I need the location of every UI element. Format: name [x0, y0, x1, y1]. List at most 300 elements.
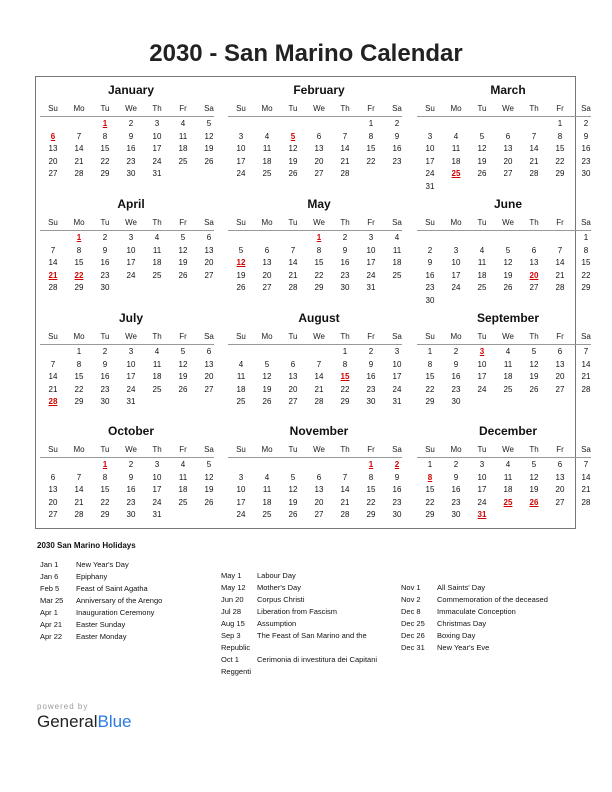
- month-name: February: [293, 83, 345, 97]
- weekday-label: Mo: [261, 218, 273, 227]
- holiday-name: Easter Monday: [76, 632, 127, 641]
- day-cell: 3: [154, 460, 160, 469]
- empty-cell: [254, 346, 280, 359]
- holiday-entry: [221, 606, 396, 618]
- weekday-label: Su: [425, 218, 435, 227]
- day-cell: 13: [204, 359, 214, 369]
- weekday-label: Mo: [261, 445, 273, 454]
- day-cell: 22: [581, 270, 591, 280]
- day-cell: 9: [342, 245, 348, 255]
- day-cell: 5: [531, 460, 537, 469]
- day-cell: 24: [477, 384, 487, 394]
- weekday-label: Su: [48, 218, 58, 227]
- holiday-name: [257, 666, 396, 678]
- day-cell: 1: [342, 347, 348, 356]
- day-cell: 30: [451, 397, 461, 406]
- holiday-name: Boxing Day: [437, 631, 476, 640]
- weekday-label: Sa: [581, 445, 591, 454]
- day-cell: 28: [340, 169, 350, 178]
- day-cell: 11: [152, 359, 162, 369]
- day-cell: 12: [204, 131, 214, 141]
- day-cell: 12: [178, 359, 188, 369]
- day-cell: 11: [503, 359, 513, 369]
- weekday-label: Fr: [367, 445, 375, 454]
- weekday-label: Fr: [556, 445, 564, 454]
- day-grid: [228, 346, 410, 409]
- empty-cell: [306, 118, 332, 131]
- day-cell: 8: [427, 359, 433, 369]
- holiday-name: Feast of Saint Agatha: [76, 584, 148, 593]
- weekday-label: Th: [340, 218, 350, 227]
- weekday-label: Su: [48, 445, 58, 454]
- day-cell: 10: [236, 144, 246, 153]
- day-cell: 24: [236, 510, 246, 519]
- day-cell: 21: [48, 384, 58, 394]
- weekday-label: Su: [48, 332, 58, 341]
- day-cell: 11: [262, 144, 272, 153]
- holiday-name: Epiphany: [76, 572, 108, 581]
- day-cell: 30: [100, 397, 110, 406]
- day-cell: 20: [503, 156, 513, 166]
- weekday-label: Mo: [450, 332, 462, 341]
- brand-name-part1: General: [37, 712, 98, 731]
- weekday-label: Su: [236, 218, 246, 227]
- day-cell: 27: [288, 397, 298, 406]
- month-name: March: [490, 83, 526, 97]
- day-cell: 27: [555, 384, 565, 394]
- day-cell: 7: [76, 131, 82, 141]
- empty-cell: [495, 232, 521, 245]
- day-cell: 13: [555, 359, 565, 369]
- day-cell: 6: [505, 131, 511, 141]
- day-cell: 19: [178, 372, 188, 381]
- weekday-label: Sa: [204, 445, 214, 454]
- day-cell: 14: [340, 144, 350, 153]
- holiday-name: Corpus Christi: [257, 595, 305, 604]
- holiday-date: Oct 1: [221, 655, 239, 664]
- holiday-entry: [221, 654, 396, 666]
- day-cell: 18: [503, 372, 513, 381]
- day-cell: 25: [236, 397, 246, 406]
- weekday-header: [40, 442, 222, 457]
- day-cell: 20: [262, 270, 272, 280]
- day-cell: 3: [128, 233, 134, 242]
- day-cell: 13: [204, 245, 214, 255]
- day-cell: 5: [206, 460, 212, 469]
- header-divider: [228, 457, 402, 458]
- empty-cell: [40, 346, 66, 359]
- empty-cell: [228, 118, 254, 131]
- day-cell: 13: [555, 472, 565, 482]
- day-cell: 7: [316, 359, 322, 369]
- day-cell: 28: [48, 283, 58, 292]
- holiday-day-cell: 1: [316, 233, 322, 242]
- day-cell: 16: [366, 372, 376, 381]
- day-cell: 6: [531, 245, 537, 255]
- day-cell: 18: [152, 372, 162, 381]
- empty-cell: [280, 118, 306, 131]
- day-cell: 19: [236, 270, 246, 280]
- day-cell: 31: [152, 169, 162, 178]
- weekday-label: We: [502, 218, 514, 227]
- holiday-entry: [40, 559, 215, 571]
- day-cell: 20: [48, 156, 58, 166]
- day-cell: 3: [479, 460, 485, 469]
- day-cell: 18: [236, 384, 246, 394]
- day-cell: 19: [503, 270, 513, 280]
- holiday-day-cell: 26: [529, 497, 539, 507]
- day-cell: 8: [76, 359, 82, 369]
- brand-name: [37, 712, 132, 732]
- weekday-label: Fr: [179, 104, 187, 113]
- day-cell: 27: [48, 169, 58, 178]
- holiday-entry: [401, 606, 581, 618]
- day-cell: 28: [74, 510, 84, 519]
- weekday-label: Fr: [367, 332, 375, 341]
- day-cell: 4: [154, 347, 160, 356]
- day-cell: 17: [477, 372, 487, 381]
- empty-cell: [417, 118, 443, 131]
- day-cell: 2: [453, 460, 459, 469]
- day-cell: 29: [366, 510, 376, 519]
- day-cell: 15: [581, 258, 591, 267]
- header-divider: [417, 344, 591, 345]
- day-grid: [417, 459, 599, 522]
- day-cell: 9: [427, 258, 433, 267]
- month-name: October: [107, 424, 154, 438]
- weekday-label: We: [502, 104, 514, 113]
- month-june: [417, 197, 599, 307]
- weekday-label: Th: [340, 332, 350, 341]
- holiday-name: Christmas Day: [437, 619, 487, 628]
- day-cell: 22: [425, 384, 435, 394]
- day-cell: 10: [236, 485, 246, 494]
- day-cell: 7: [50, 359, 56, 369]
- day-cell: 8: [368, 472, 374, 482]
- day-cell: 29: [74, 397, 84, 406]
- day-cell: 6: [316, 472, 322, 482]
- empty-cell: [40, 459, 66, 472]
- holiday-day-cell: 22: [74, 270, 84, 280]
- weekday-label: Th: [529, 332, 539, 341]
- month-march: [417, 83, 599, 193]
- day-cell: 29: [425, 397, 435, 406]
- day-cell: 26: [529, 384, 539, 394]
- weekday-label: We: [502, 445, 514, 454]
- weekday-label: Sa: [204, 332, 214, 341]
- day-cell: 24: [477, 497, 487, 507]
- header-divider: [40, 230, 214, 231]
- empty-cell: [254, 459, 280, 472]
- empty-cell: [66, 118, 92, 131]
- day-cell: 23: [581, 156, 591, 166]
- day-cell: 9: [394, 472, 400, 482]
- day-cell: 4: [394, 233, 400, 242]
- month-january: [40, 83, 222, 181]
- day-cell: 12: [503, 258, 513, 267]
- month-name: April: [117, 197, 145, 211]
- empty-cell: [66, 459, 92, 472]
- day-cell: 25: [178, 497, 188, 507]
- holiday-date: Jan 6: [40, 572, 59, 581]
- holiday-date: Sep 3: [221, 631, 241, 640]
- day-cell: 9: [453, 359, 459, 369]
- day-grid: [417, 232, 599, 307]
- empty-cell: [443, 232, 469, 245]
- day-cell: 7: [531, 131, 537, 141]
- holiday-name: [257, 642, 396, 654]
- weekday-label: We: [313, 218, 325, 227]
- day-cell: 26: [262, 397, 272, 406]
- day-cell: 16: [425, 270, 435, 280]
- day-cell: 19: [288, 156, 298, 166]
- day-cell: 16: [451, 372, 461, 381]
- day-cell: 1: [427, 347, 433, 356]
- holiday-name: Mother's Day: [257, 583, 301, 592]
- holiday-name: Immaculate Conception: [437, 607, 516, 616]
- day-cell: 14: [581, 359, 591, 369]
- holiday-date: Nov 2: [401, 595, 421, 604]
- empty-cell: [332, 459, 358, 472]
- holiday-date: Apr 1: [40, 608, 58, 617]
- day-cell: 11: [477, 258, 487, 267]
- day-cell: 30: [451, 510, 461, 519]
- day-cell: 11: [236, 372, 246, 381]
- day-cell: 4: [264, 131, 270, 141]
- weekday-label: Sa: [392, 104, 402, 113]
- day-cell: 6: [290, 359, 296, 369]
- empty-cell: [280, 232, 306, 245]
- day-cell: 20: [555, 372, 565, 381]
- empty-cell: [306, 459, 332, 472]
- weekday-label: Su: [425, 332, 435, 341]
- day-cell: 31: [392, 397, 402, 406]
- day-cell: 17: [366, 258, 376, 267]
- day-cell: 8: [583, 245, 589, 255]
- month-august: [228, 311, 410, 409]
- weekday-label: Th: [152, 104, 162, 113]
- day-cell: 23: [100, 270, 110, 280]
- holiday-date: Jun 20: [221, 595, 244, 604]
- day-cell: 30: [126, 510, 136, 519]
- day-cell: 15: [555, 144, 565, 153]
- day-cell: 17: [451, 270, 461, 280]
- header-divider: [228, 230, 402, 231]
- day-grid: [417, 118, 599, 193]
- weekday-label: Tu: [100, 445, 110, 454]
- day-cell: 3: [154, 119, 160, 128]
- day-cell: 13: [262, 258, 272, 267]
- weekday-label: Tu: [288, 332, 298, 341]
- holiday-day-cell: 15: [340, 372, 350, 381]
- holiday-date: Dec 31: [401, 643, 425, 652]
- day-cell: 24: [126, 384, 136, 394]
- day-cell: 22: [74, 384, 84, 394]
- day-cell: 23: [392, 497, 402, 507]
- weekday-label: We: [125, 445, 137, 454]
- weekday-label: We: [313, 445, 325, 454]
- day-cell: 17: [152, 144, 162, 153]
- holiday-date: Jul 28: [221, 607, 242, 616]
- day-cell: 8: [316, 245, 322, 255]
- day-cell: 19: [477, 156, 487, 166]
- holiday-column: [221, 570, 396, 678]
- day-cell: 29: [340, 397, 350, 406]
- weekday-label: Su: [425, 104, 435, 113]
- weekday-header: [40, 215, 222, 230]
- holiday-entry: [221, 582, 396, 594]
- day-cell: 8: [102, 472, 108, 482]
- day-cell: 18: [178, 144, 188, 153]
- day-cell: 9: [102, 245, 108, 255]
- day-cell: 14: [48, 258, 58, 267]
- holiday-day-cell: 1: [368, 460, 374, 469]
- day-cell: 19: [529, 372, 539, 381]
- day-cell: 7: [50, 245, 56, 255]
- day-cell: 27: [503, 169, 513, 178]
- weekday-label: Mo: [73, 332, 85, 341]
- weekday-label: Sa: [392, 445, 402, 454]
- holiday-day-cell: 25: [503, 497, 513, 507]
- day-cell: 10: [392, 359, 402, 369]
- holiday-day-cell: 5: [290, 131, 296, 141]
- weekday-label: Fr: [179, 218, 187, 227]
- weekday-label: Su: [48, 104, 58, 113]
- weekday-label: Mo: [261, 332, 273, 341]
- holiday-entry: [401, 630, 581, 642]
- day-cell: 11: [178, 472, 188, 482]
- day-cell: 15: [74, 372, 84, 381]
- weekday-label: Tu: [100, 218, 110, 227]
- empty-cell: [228, 232, 254, 245]
- day-cell: 31: [425, 181, 435, 191]
- day-cell: 16: [126, 485, 136, 494]
- day-grid: [228, 459, 410, 522]
- weekday-label: Sa: [204, 218, 214, 227]
- day-cell: 12: [204, 472, 214, 482]
- weekday-label: We: [125, 104, 137, 113]
- holiday-day-cell: 20: [529, 270, 539, 280]
- day-cell: 31: [366, 283, 376, 292]
- weekday-label: Th: [152, 332, 162, 341]
- weekday-label: Th: [340, 445, 350, 454]
- day-grid: [228, 232, 410, 295]
- weekday-label: Fr: [556, 218, 564, 227]
- holiday-entry: [401, 642, 581, 654]
- day-cell: 13: [529, 258, 539, 267]
- day-cell: 2: [427, 245, 433, 255]
- holiday-entry: [40, 607, 215, 619]
- weekday-label: Fr: [179, 445, 187, 454]
- day-cell: 3: [453, 245, 459, 255]
- holiday-day-cell: 1: [102, 460, 108, 469]
- holiday-date: Aug 15: [221, 619, 245, 628]
- holiday-date: Apr 21: [40, 620, 63, 629]
- day-cell: 13: [288, 372, 298, 381]
- holiday-name: Liberation from Fascism: [257, 607, 338, 616]
- day-cell: 24: [366, 270, 376, 280]
- day-cell: 23: [100, 384, 110, 394]
- weekday-label: Fr: [179, 332, 187, 341]
- day-cell: 26: [288, 510, 298, 519]
- day-cell: 11: [152, 245, 162, 255]
- day-cell: 27: [48, 510, 58, 519]
- weekday-label: Fr: [367, 104, 375, 113]
- day-cell: 1: [427, 460, 433, 469]
- day-cell: 1: [76, 347, 82, 356]
- day-cell: 28: [529, 169, 539, 178]
- day-cell: 18: [392, 258, 402, 267]
- day-cell: 19: [529, 485, 539, 494]
- day-cell: 13: [314, 485, 324, 494]
- day-cell: 8: [102, 131, 108, 141]
- day-cell: 17: [425, 156, 435, 166]
- day-grid: [40, 346, 222, 409]
- weekday-label: Th: [152, 218, 162, 227]
- day-cell: 27: [204, 270, 214, 280]
- day-cell: 4: [479, 245, 485, 255]
- day-cell: 18: [503, 485, 513, 494]
- holiday-day-cell: 1: [76, 233, 82, 242]
- empty-cell: [40, 118, 66, 131]
- day-cell: 21: [314, 384, 324, 394]
- holiday-day-cell: 6: [50, 131, 56, 141]
- weekday-label: Mo: [450, 218, 462, 227]
- day-cell: 30: [392, 510, 402, 519]
- day-cell: 19: [178, 258, 188, 267]
- day-cell: 25: [392, 270, 402, 280]
- day-cell: 2: [102, 347, 108, 356]
- day-cell: 11: [451, 144, 461, 153]
- day-cell: 11: [392, 245, 402, 255]
- holiday-date: Mar 25: [40, 596, 64, 605]
- day-cell: 18: [451, 156, 461, 166]
- holiday-column: [40, 559, 215, 643]
- day-cell: 25: [178, 156, 188, 166]
- day-cell: 24: [392, 384, 402, 394]
- day-cell: 16: [451, 485, 461, 494]
- day-cell: 30: [425, 295, 435, 305]
- day-cell: 8: [342, 359, 348, 369]
- day-cell: 19: [204, 485, 214, 494]
- weekday-label: We: [313, 332, 325, 341]
- empty-cell: [306, 346, 332, 359]
- day-cell: 29: [581, 283, 591, 292]
- day-grid: [40, 118, 222, 181]
- holiday-name: Commemoration of the deceased: [437, 595, 548, 604]
- weekday-label: Su: [236, 445, 246, 454]
- day-cell: 20: [204, 258, 214, 267]
- brand-name-part2: Blue: [97, 712, 132, 731]
- holiday-column: [401, 582, 581, 654]
- holiday-name: Labour Day: [257, 571, 296, 580]
- day-cell: 21: [581, 372, 591, 381]
- day-cell: 9: [453, 472, 459, 482]
- weekday-header: [228, 442, 410, 457]
- empty-cell: [332, 118, 358, 131]
- weekday-label: Sa: [392, 332, 402, 341]
- holiday-entry: [401, 618, 581, 630]
- month-name: November: [289, 424, 349, 438]
- weekday-label: Su: [425, 445, 435, 454]
- header-divider: [417, 230, 591, 231]
- empty-cell: [521, 118, 547, 131]
- generalblue-logo[interactable]: [37, 702, 132, 732]
- month-name: December: [478, 424, 538, 438]
- holiday-date: May 12: [221, 583, 246, 592]
- day-cell: 15: [425, 485, 435, 494]
- day-cell: 10: [126, 245, 136, 255]
